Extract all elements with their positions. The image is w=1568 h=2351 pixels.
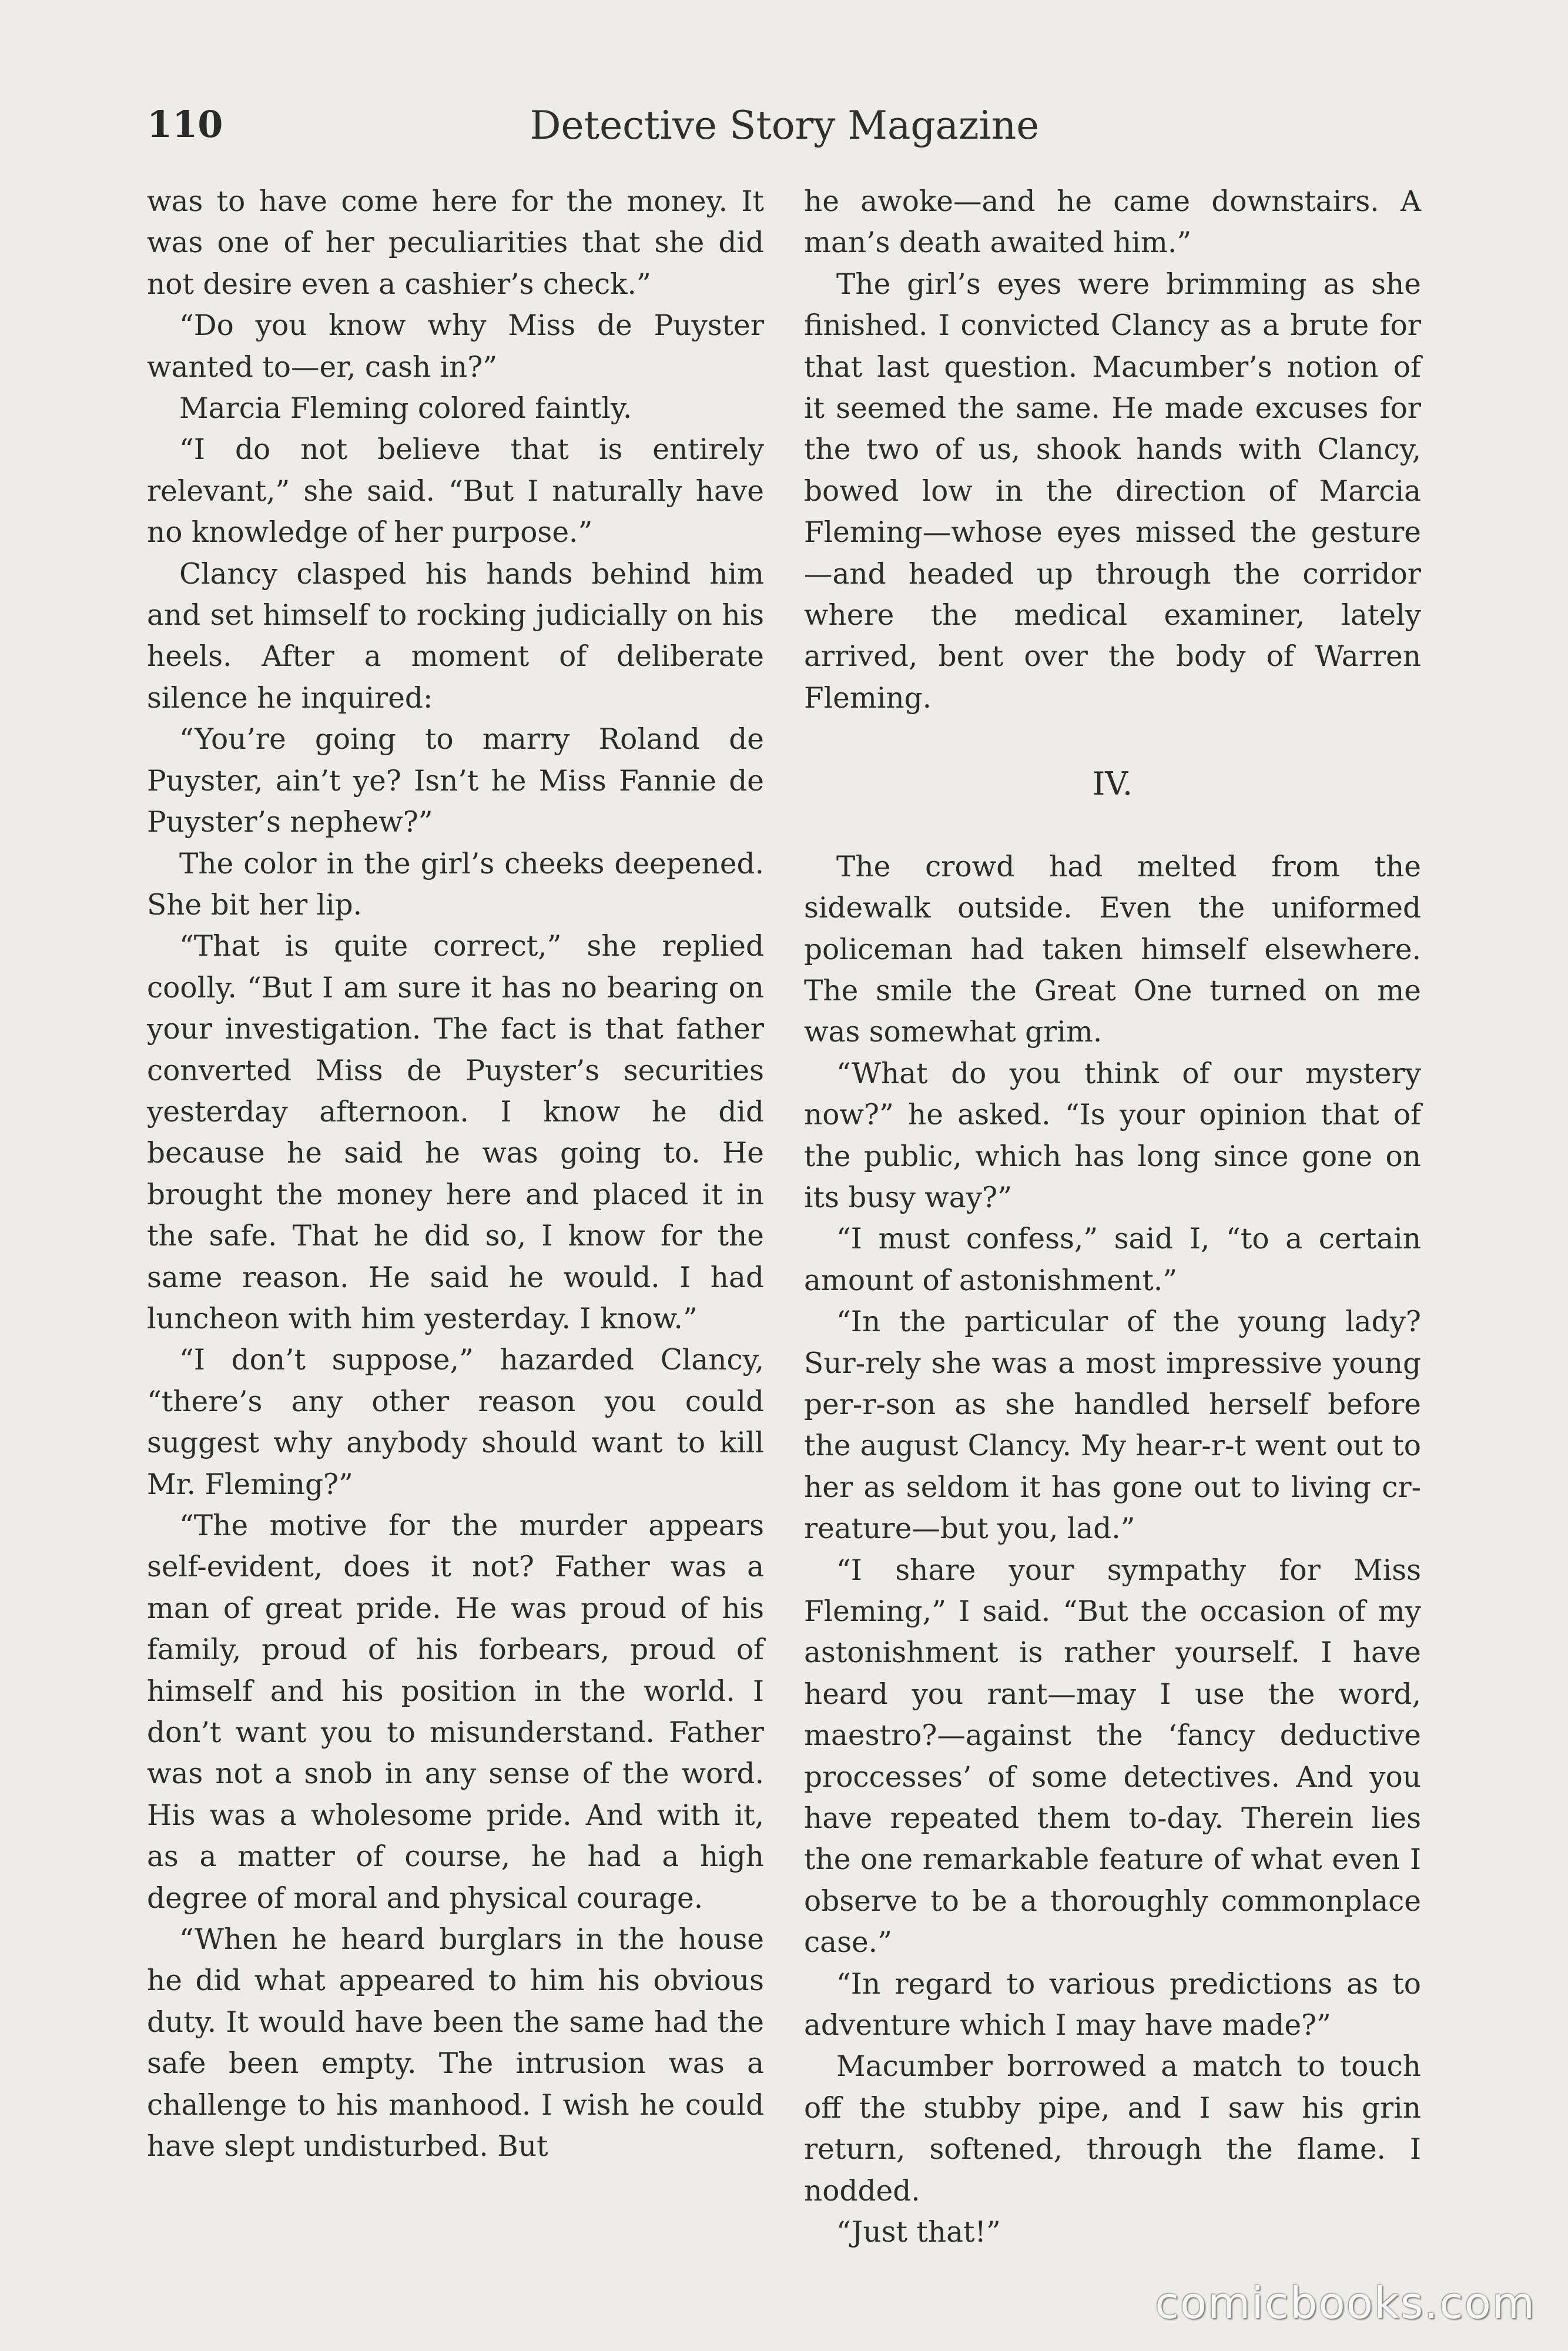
page-header	[147, 103, 1422, 156]
paragraph: was to have come here for the money. It was one of her peculiarities that she did not desire even a cashier’s check.”	[147, 185, 764, 301]
paragraph: Clancy clasped his hands behind him and set himself to rocking judicially on his heels. After a moment of deliberate silence he inquired:	[147, 557, 764, 715]
paragraph: he awoke—and he came downstairs. A man’s death awaited him.”	[804, 185, 1421, 260]
paragraph: “In regard to various predictions as to adventure which I may have made?”	[804, 1967, 1421, 2042]
section-heading: IV.	[1092, 765, 1133, 803]
paragraph: The crowd had melted from the sidewalk outside. Even the uniformed policeman had taken himself elsewhere. The smile the Great One turned on me was somewhat grim.	[804, 850, 1421, 1049]
paragraph: “You’re going to marry Roland de Puyster, ain’t ye? Isn’t he Miss Fannie de Puyster’s nephew?”	[147, 723, 764, 839]
paragraph: The color in the girl’s cheeks deepened. She bit her lip.	[147, 847, 764, 922]
paragraph: “When he heard burglars in the house he did what appeared to him his obvious duty. It would have been the same had the safe been empty. The intrusion was a challenge to his manhood. I wish he could have slept undisturbed. But	[147, 1923, 764, 2164]
paragraph: “The motive for the murder appears self-evident, does it not? Father was a man of great pride. He was proud of his family, proud of his forbears, proud of himself and his position in the world. I don’t want you to misunderstand. Father was not a snob in any sense of the word. His was a wholesome pride. And with it, as a matter of course, he had a high degree of moral and physical courage.	[147, 1509, 764, 1915]
paragraph: “I do not believe that is entirely relevant,” she said. “But I naturally have no knowledge of her purpose.”	[147, 433, 764, 550]
paragraph: “I must confess,” said I, “to a certain amount of astonishment.”	[804, 1223, 1421, 1297]
page-number: 110	[147, 103, 223, 146]
paragraph: “In the particular of the young lady? Sur-rely she was a most impressive young per-r-son as she handled herself before the august Clancy. My hear-r-t went out to her as seldom it has gone out to living cr-reature—but you, lad.”	[804, 1305, 1421, 1546]
paragraph: “What do you think of our mystery now?” he asked. “Is your opinion that of the public, which has long since gone on its busy way?”	[804, 1057, 1421, 1214]
paragraph: Marcia Fleming colored faintly.	[179, 392, 632, 426]
paragraph: Macumber borrowed a match to touch off the stubby pipe, and I saw his grin return, softened, through the flame. I nodded.	[804, 2050, 1421, 2208]
right-column	[804, 181, 1421, 2253]
paragraph: “I share your sympathy for Miss Fleming,” I said. “But the occasion of my astonishment is rather yourself. I have heard you rant—may I use the word, maestro?—against the ‘fancy deductive proccesses’ of some detectives. And you have repeated them to-day. Therein lies the one remarkable feature of what even I observe to be a thoroughly commonplace case.”	[804, 1553, 1421, 1960]
paragraph: The girl’s eyes were brimming as she finished. I convicted Clancy as a brute for that last question. Macumber’s notion of it seemed the same. He made excuses for the two of us, shook hands with Clancy, bowed low in the direction of Marcia Fleming—whose eyes missed the gesture—and headed up through the corridor where the medical examiner, lately arrived, bent over the body of Warren Fleming.	[804, 267, 1421, 715]
watermark: comicbooks.com	[1155, 2278, 1536, 2329]
paragraph: “Just that!”	[836, 2216, 1001, 2249]
left-column	[147, 181, 764, 2168]
paragraph: “I don’t suppose,” hazarded Clancy, “there’s any other reason you could suggest why anybody should want to kill Mr. Fleming?”	[147, 1344, 764, 1501]
paragraph: “That is quite correct,” she replied coolly. “But I am sure it has no bearing on your investigation. The fact is that father converted Miss de Puyster’s securities yesterday afternoon. I know he did because he said he was going to. He brought the money here and placed it in the safe. That he did so, I know for the same reason. He said he would. I had luncheon with him yesterday. I know.”	[147, 930, 764, 1335]
paragraph: “Do you know why Miss de Puyster wanted to—er, cash in?”	[147, 309, 764, 384]
running-title: Detective Story Magazine	[530, 103, 1040, 148]
